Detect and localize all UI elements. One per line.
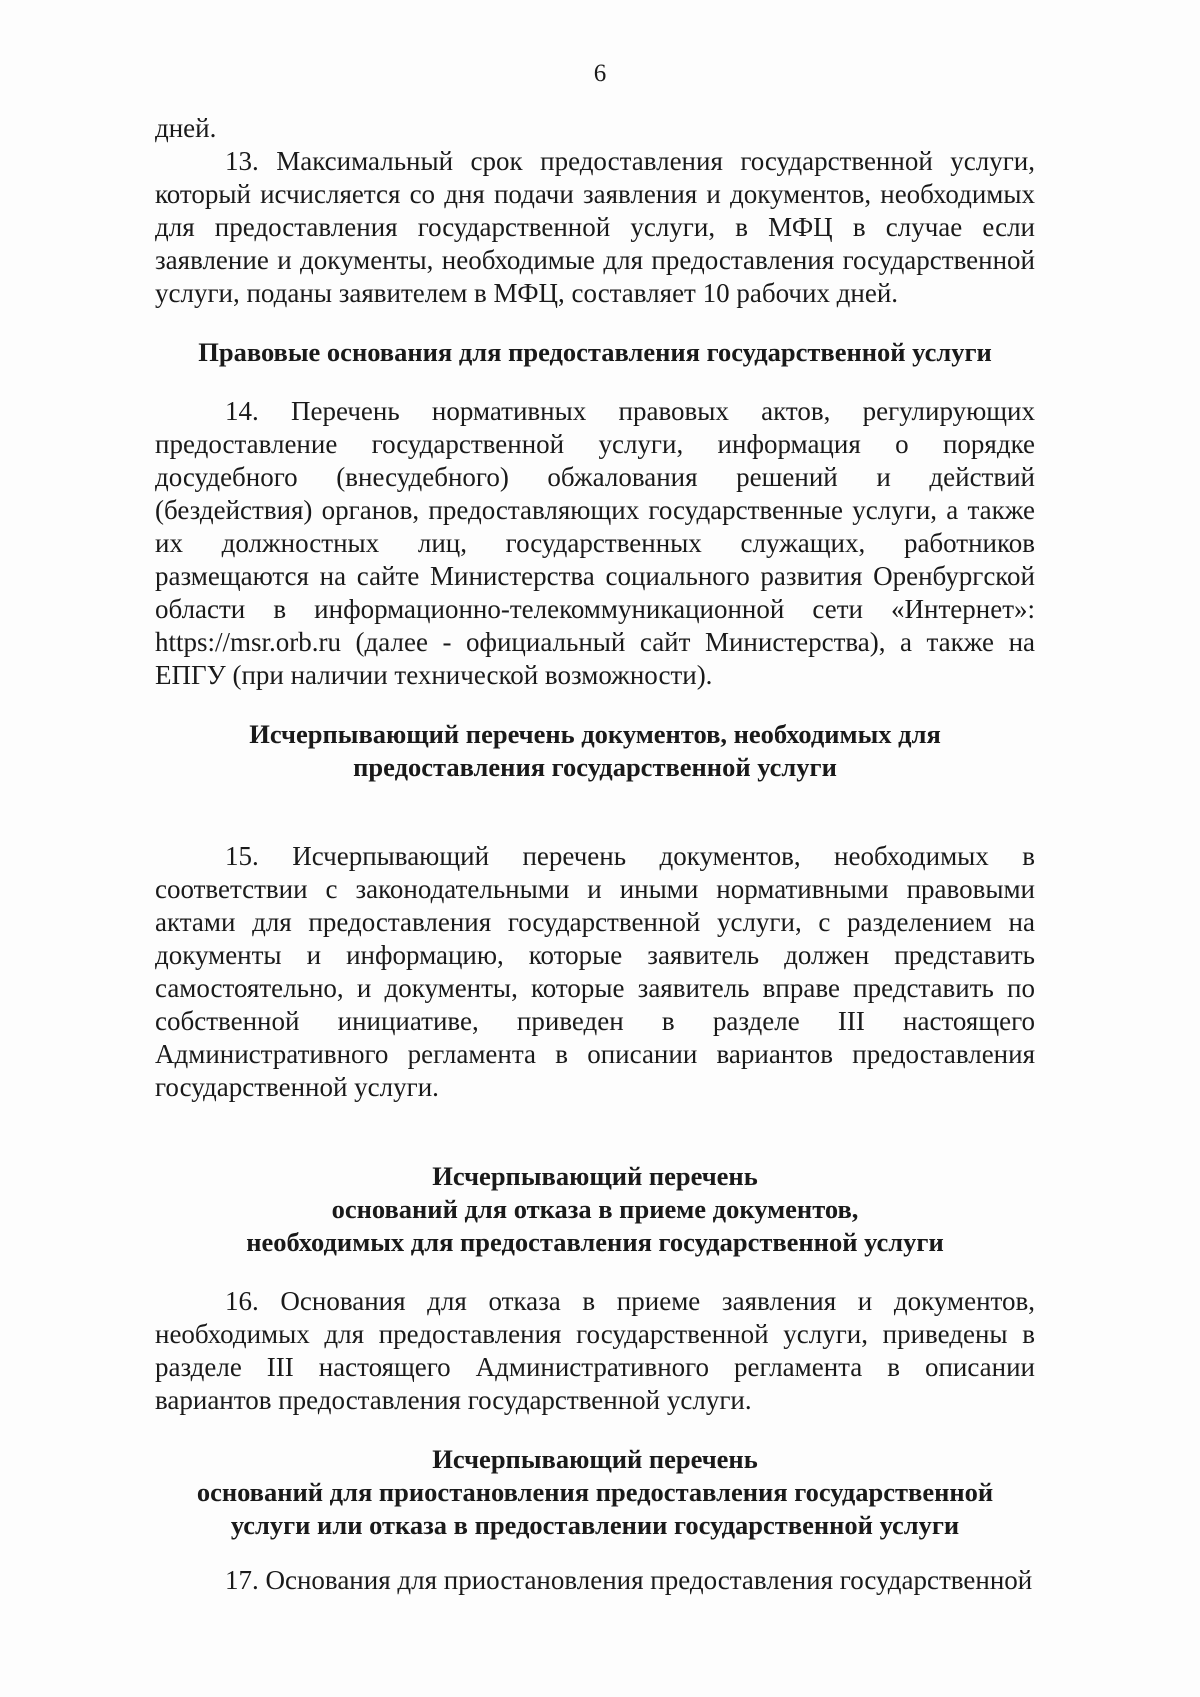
heading-suspension-grounds-line-1: Исчерпывающий перечень xyxy=(432,1444,758,1474)
heading-documents-list xyxy=(155,718,1035,784)
paragraph-16: 16. Основания для отказа в приеме заявления и документов, необходимых для предоставления государственной услуги, приведены в разделе III настоящего Административного регламента в описании вариантов предоставления государственной услуги. xyxy=(155,1286,1035,1415)
paragraph-17: 17. Основания для приостановления предоставления государственной xyxy=(225,1565,1033,1595)
paragraph-14: 14. Перечень нормативных правовых актов, регулирующих предоставление государственной услуги, информация о порядке досудебного (внесудебного) обжалования решений и действий (бездействия) органов, предоставляющих государственные услуги, а также их должностных лиц, государственных служащих, работников размещаются на сайте Министерства социального развития Оренбургской области в информационно-телекоммуникационной сети «Интернет»: https://msr.orb.ru (далее - официальный сайт Министерства), а также на ЕПГУ (при наличии технической возможности). xyxy=(155,396,1035,690)
heading-refusal-grounds-line-3: необходимых для предоставления государственной услуги xyxy=(246,1227,944,1257)
heading-documents-list-line-1: Исчерпывающий перечень документов, необходимых для xyxy=(249,719,941,749)
heading-refusal-grounds-line-2: оснований для отказа в приеме документов, xyxy=(331,1194,859,1224)
paragraph-13: 13. Максимальный срок предоставления государственной услуги, который исчисляется со дня подачи заявления и документов, необходимых для предоставления государственной услуги, в МФЦ в случае если заявление и документы, необходимые для предоставления государственной услуги, поданы заявителем в МФЦ, составляет 10 рабочих дней. xyxy=(155,146,1035,308)
heading-legal-basis-line: Правовые основания для предоставления государственной услуги xyxy=(198,337,992,367)
page-number: 6 xyxy=(593,60,607,87)
heading-refusal-grounds xyxy=(155,1160,1035,1259)
heading-suspension-grounds-line-2: оснований для приостановления предоставления государственной xyxy=(196,1477,994,1507)
heading-legal-basis xyxy=(155,336,1035,369)
heading-suspension-grounds xyxy=(155,1443,1035,1542)
heading-refusal-grounds-line-1: Исчерпывающий перечень xyxy=(432,1161,758,1191)
document-body xyxy=(155,112,1035,1597)
paragraph-continuation: дней. xyxy=(155,113,217,143)
paragraph-15: 15. Исчерпывающий перечень документов, необходимых в соответствии с законодательными и иными нормативными правовыми актами для предоставления государственной услуги, с разделением на документы и информацию, которые заявитель должен представить самостоятельно, и документы, которые заявитель вправе представить по собственной инициативе, приведен в разделе III настоящего Административного регламента в описании вариантов предоставления государственной услуги. xyxy=(155,841,1035,1102)
heading-suspension-grounds-line-3: услуги или отказа в предоставлении государственной услуги xyxy=(230,1510,960,1540)
heading-documents-list-line-2: предоставления государственной услуги xyxy=(353,752,837,782)
